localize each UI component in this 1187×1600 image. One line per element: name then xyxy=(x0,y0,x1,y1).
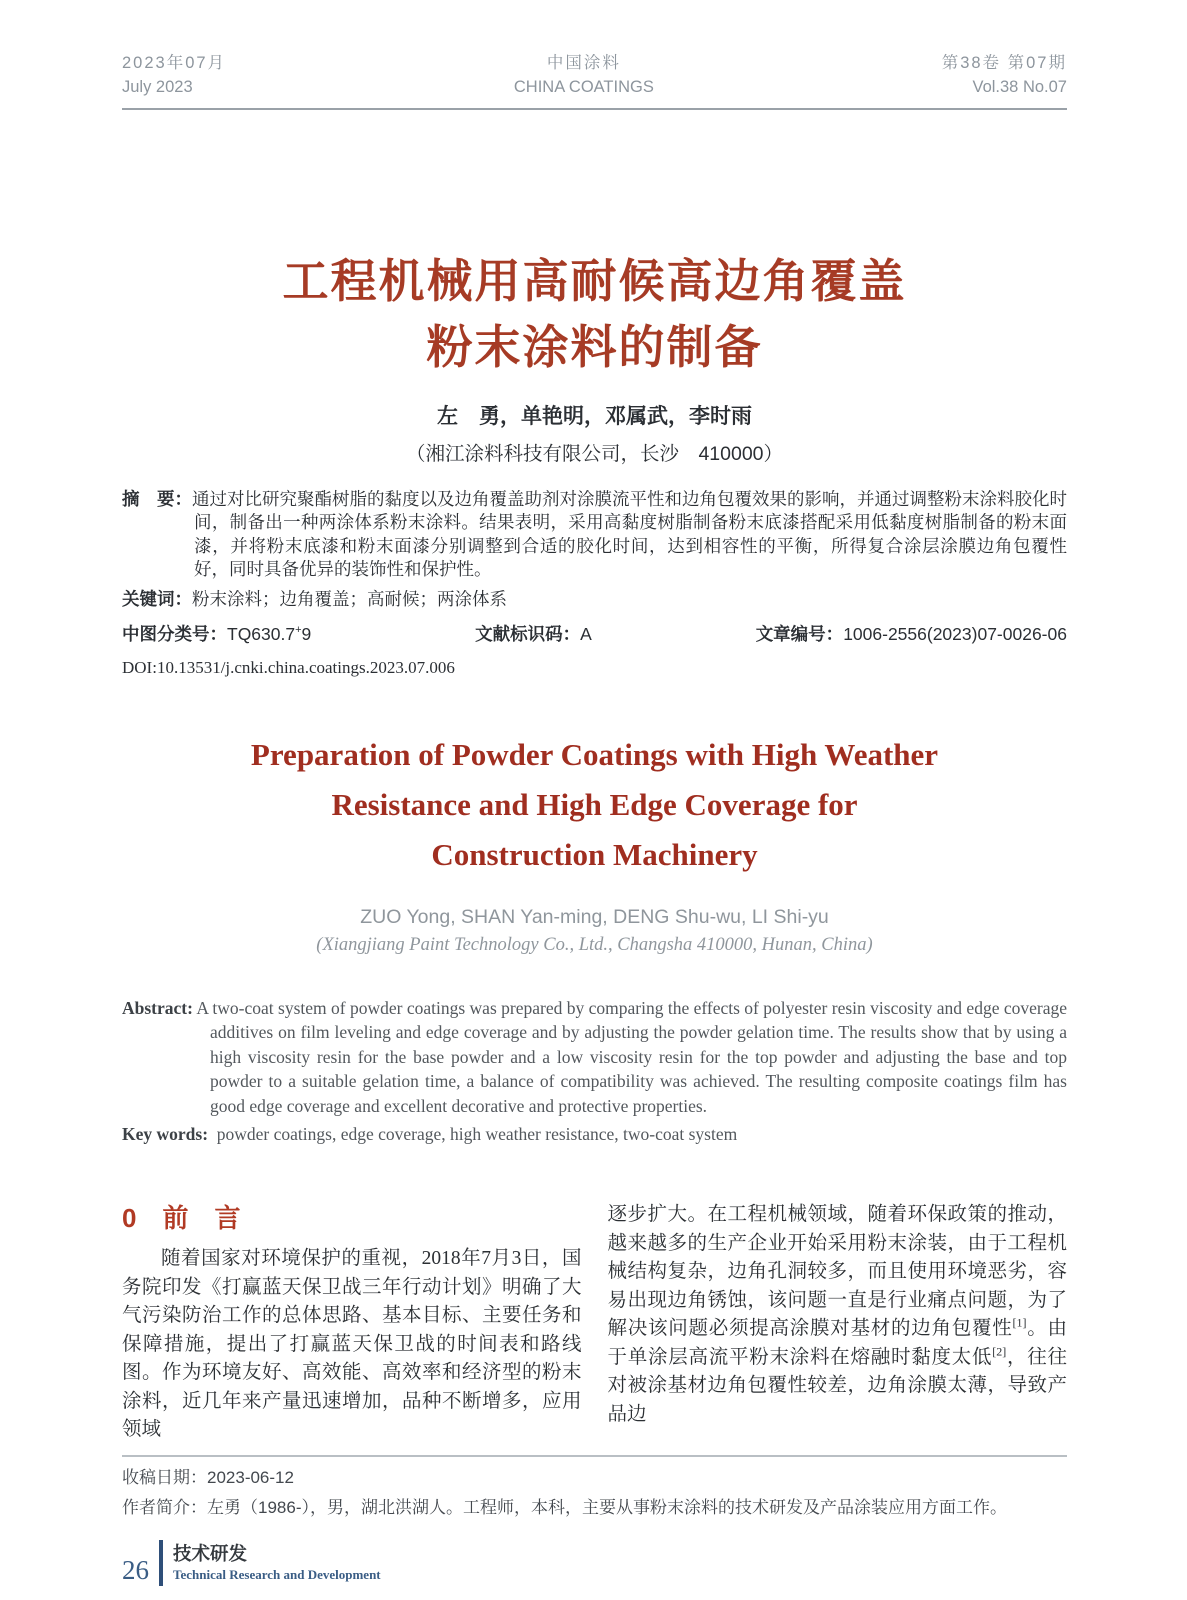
authors-en: ZUO Yong, SHAN Yan-ming, DENG Shu-wu, LI Shi-yu xyxy=(360,905,829,928)
abstract-en xyxy=(122,996,1067,1119)
abstract-text-cn: 通过对比研究聚酯树脂的黏度以及边角覆盖助剂对涂膜流平性和边角包覆效果的影响，并通过调整粉末涂料胶化时间，制备出一种两涂体系粉末涂料。结果表明，采用高黏度树脂制备粉末底漆搭配采用低黏度树脂制备的粉末面漆，并将粉末底漆和粉末面漆分别调整到合适的胶化时间，达到相容性的平衡，所得复合涂层涂膜边角包覆性好，同时具备优异的装饰性和保护性。 xyxy=(192,488,1067,580)
intro-paragraph-right xyxy=(608,1201,1068,1429)
document-code-label: 文献标识码： xyxy=(475,623,581,644)
section-heading-intro: 0 前 言 xyxy=(122,1203,241,1234)
abstract-cn xyxy=(122,488,1067,582)
received-date xyxy=(122,1467,1067,1490)
issue-date-en: July 2023 xyxy=(122,77,193,96)
article-title-en-line3: Construction Machinery xyxy=(431,836,758,872)
classification-row xyxy=(122,621,1067,646)
article-title-en xyxy=(122,730,1067,880)
clc-tail: 9 xyxy=(301,623,312,644)
intro-columns xyxy=(122,1201,1067,1445)
keywords-en xyxy=(122,1124,1067,1145)
affiliation-en: (Xiangjiang Paint Technology Co., Ltd., Changsha 410000, Hunan, China) xyxy=(316,934,873,955)
clc-value: TQ630.7 xyxy=(227,623,296,644)
article-id xyxy=(756,621,1067,646)
article-title-en-line1: Preparation of Powder Coatings with High Weather xyxy=(250,736,939,772)
document-code xyxy=(475,621,592,646)
intro-column-left xyxy=(122,1201,582,1445)
article-id-label: 文章编号： xyxy=(755,623,844,644)
keywords-text-en: powder coatings, edge coverage, high weather resistance, two-coat system xyxy=(216,1124,738,1145)
citation-ref-1: [1] xyxy=(1012,1315,1027,1330)
footer-divider-bar xyxy=(159,1540,163,1586)
intro-right-part3: ，往往对被涂基材边角包覆性较差，边角涂膜太薄，导致产品边 xyxy=(607,1346,1067,1425)
abstract-label-en: Abstract: xyxy=(122,997,193,1018)
article-title-cn-line1: 工程机械用高耐候高边角覆盖 xyxy=(282,254,907,307)
author-bio-value: 左勇（1986-），男，湖北洪湖人。工程师，本科，主要从事粉末涂料的技术研发及产品涂装应用方面工作。 xyxy=(207,1497,1007,1517)
intro-right-part2: 。由于单涂层高流平粉末涂料在熔融时黏度太低 xyxy=(607,1318,1067,1368)
article-id-value: 1006-2556(2023)07-0026-06 xyxy=(843,623,1067,644)
keywords-label-cn: 关键词： xyxy=(122,588,192,609)
intro-paragraph-left: 随着国家对环境保护的重视，2018年7月3日，国务院印发《打赢蓝天保卫战三年行动计划》明确了大气污染防治工作的总体思路、基本目标、主要任务和保障措施，提出了打赢蓝天保卫战的时间表和路线图。作为环境友好、高效能、高效率和经济型的粉末涂料，近几年来产量迅速增加，品种不断增多，应用领域 xyxy=(122,1248,582,1441)
issue-date-cn: 2023年07月 xyxy=(122,54,227,72)
article-title-cn xyxy=(122,248,1067,380)
article-title-cn-line2: 粉末涂料的制备 xyxy=(426,320,763,373)
volume-issue-en: Vol.38 No.07 xyxy=(972,77,1067,96)
journal-header xyxy=(122,52,1067,110)
header-issue-date xyxy=(122,52,226,100)
received-date-label: 收稿日期： xyxy=(122,1467,207,1487)
footer-section-cn: 技术研发 xyxy=(173,1542,248,1564)
citation-ref-2: [2] xyxy=(992,1344,1007,1359)
document-code-value: A xyxy=(580,623,592,644)
page-number: 26 xyxy=(122,1554,149,1585)
intro-right-part1: 逐步扩大。在工程机械领域，随着环保政策的推动，越来越多的生产企业开始采用粉末涂装，由于工程机械结构复杂，边角孔洞较多，而且使用环境恶劣，容易出现边角锈蚀，该问题一直是行业痛点问题，为了解决该问题必须提高涂膜对基材的边角包覆性 xyxy=(607,1204,1067,1340)
authors-cn: 左 勇，单艳明，邓属武，李时雨 xyxy=(437,404,752,428)
abstract-label-cn: 摘 要： xyxy=(122,488,192,509)
intro-column-right xyxy=(608,1201,1068,1445)
footnote-block xyxy=(122,1455,1067,1520)
abstract-text-en: A two-coat system of powder coatings was prepared by comparing the effects of polyester resin viscosity and edge coverage additives on film leveling and edge coverage and by adjusting the powder gelation time. The results show that by using a high viscosity resin for the base powder and a low viscosity resin for the top powder and adjusting the base and top powder to a suitable gelation time, a balance of compatibility was achieved. The resulting composite coatings film has good edge coverage and excellent decorative and protective properties. xyxy=(196,997,1067,1116)
clc-label: 中图分类号： xyxy=(122,623,227,644)
keywords-cn xyxy=(122,586,1067,611)
clc-number xyxy=(122,621,311,646)
affiliation-cn: （湘江涂料科技有限公司，长沙 410000） xyxy=(405,442,784,465)
footer-section-en: Technical Research and Development xyxy=(173,1566,381,1582)
article-title-en-line2: Resistance and High Edge Coverage for xyxy=(331,786,858,822)
footer-section xyxy=(173,1543,381,1583)
keywords-text-cn: 粉末涂料；边角覆盖；高耐候；两涂体系 xyxy=(192,588,507,609)
page-footer xyxy=(122,1540,1067,1586)
author-bio-label: 作者简介： xyxy=(122,1497,207,1517)
journal-name-cn: 中国涂料 xyxy=(546,54,621,72)
clc-superscript: + xyxy=(295,624,302,637)
journal-name-en: CHINA COATINGS xyxy=(513,77,654,96)
keywords-label-en: Key words: xyxy=(122,1124,209,1145)
header-journal-name xyxy=(514,52,654,100)
received-date-value: 2023-06-12 xyxy=(207,1467,294,1487)
author-bio xyxy=(122,1497,1067,1520)
doi: DOI:10.13531/j.cnki.china.coatings.2023.07.006 xyxy=(122,657,455,677)
header-volume-issue xyxy=(942,52,1067,100)
volume-issue-cn: 第38卷 第07期 xyxy=(941,54,1067,72)
